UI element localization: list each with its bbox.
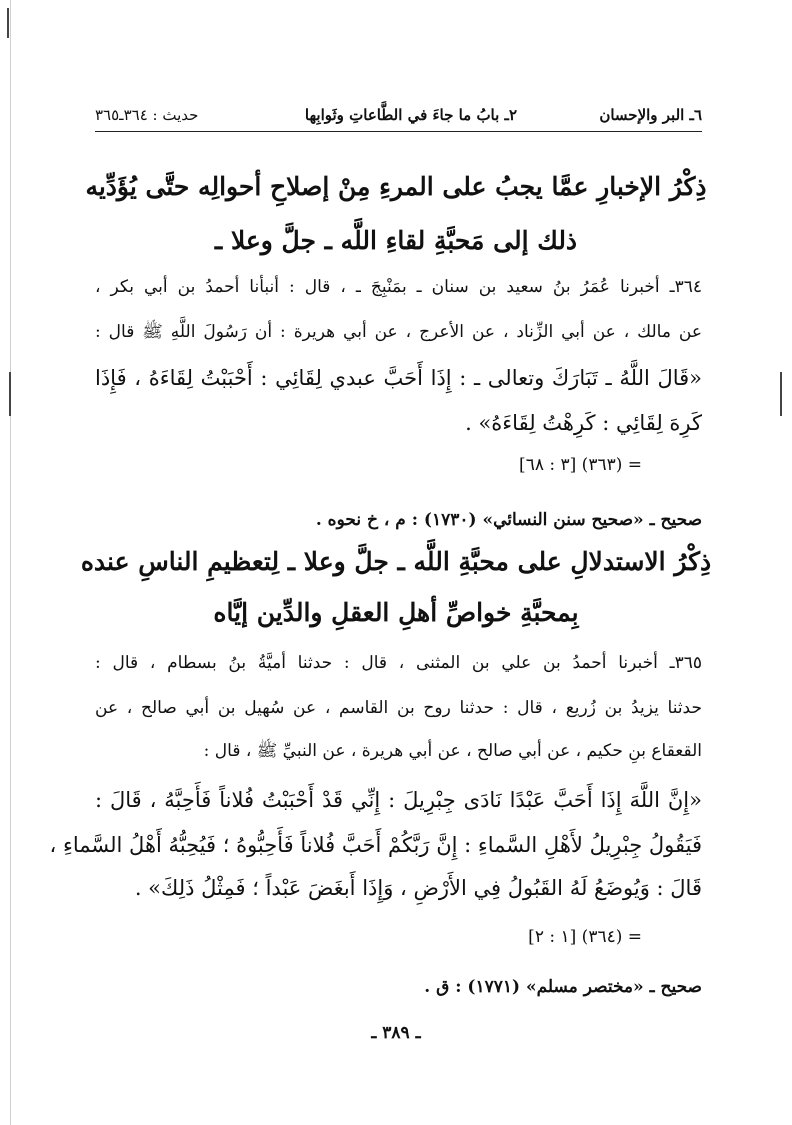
scan-mark bbox=[7, 8, 9, 38]
matn-line: «قَالَ اللَّهُ ـ تَبَارَكَ وتعالى ـ : إِذَا أَحَبَّ عبدي لِقَائِي : أَحْبَبْتُ لِقَاءَهُ ، فَإِذَا bbox=[95, 366, 702, 390]
header-hadith-range: حديث : ٣٦٤ـ٣٦٥ bbox=[95, 106, 199, 124]
scan-edge-line bbox=[10, 0, 11, 1125]
header-section: ٢ـ بابُ ما جاءَ في الطَّاعاتِ وثَوابِها bbox=[304, 106, 517, 124]
isnad-line: القعقاع بنِ حكيم ، عن أبي صالح ، عن أبي هريرة ، عن النبيِّ ﷺ ، قال : bbox=[203, 741, 702, 761]
hadith-reference: = (٣٦٤) [١ : ٢] bbox=[528, 927, 642, 947]
header-chapter: ٦ـ البر والإحسان bbox=[599, 106, 702, 124]
section-title-line: ذلك إلى مَحبَّةِ لقاءِ اللَّه ـ جلَّ وعلا ـ bbox=[214, 226, 578, 255]
hadith-grading: صحيح ـ «مختصر مسلم» (١٧٧١) : ق . bbox=[424, 977, 702, 997]
section-title-line: بِمحبَّةِ خواصِّ أهلِ العقلِ والدِّين إيَّاه bbox=[213, 598, 579, 627]
running-header bbox=[95, 100, 702, 130]
header-divider bbox=[95, 131, 702, 132]
isnad-line: ٣٦٥ـ أخبرنا أحمدُ بن علي بن المثنى ، قال : حدثنا أميَّةُ بنُ بسطام ، قال : bbox=[95, 653, 702, 673]
isnad-line: حدثنا يزيدُ بن زُريع ، قال : حدثنا روح بن القاسم ، عن سُهيل بن أبي صالح ، عن bbox=[95, 698, 702, 718]
isnad-line: عن مالك ، عن أبي الزِّناد ، عن الأعرج ، عن أبي هريرة : أن رَسُولَ اللَّهِ ﷺ قال : bbox=[95, 322, 702, 342]
matn-line: «إِنَّ اللَّهَ إِذَا أَحَبَّ عَبْدًا نَادَى جِبْرِيلَ : إِنِّي قَدْ أَحْبَبْتُ فُلاناً فَأَحِبَّهُ ، قَالَ : bbox=[95, 788, 702, 812]
hadith-grading: صحيح ـ «صحيح سنن النسائي» (١٧٣٠) : م ، خ نحوه . bbox=[315, 510, 702, 530]
section-title-line: ذِكْرُ الإخبارِ عمَّا يجبُ على المرءِ مِنْ إصلاحِ أحوالِه حتَّى يُؤَدِّيه bbox=[85, 172, 707, 201]
matn-line: كَرِهَ لِقَائِي : كَرِهْتُ لِقَاءَهُ» . bbox=[465, 411, 702, 435]
scan-mark bbox=[9, 372, 11, 416]
section-title-line: ذِكْرُ الاستدلالِ على محبَّةِ اللَّه ـ جلَّ وعلا ـ لِتعظيمِ الناسِ عنده bbox=[80, 547, 712, 576]
hadith-reference: = (٣٦٣) [٣ : ٦٨] bbox=[519, 455, 642, 475]
matn-line: قَالَ : وَيُوضَعُ لَهُ القَبُولُ فِي الأَرْضِ ، وَإِذَا أَبغَضَ عَبْداً ؛ فَمِثْلُ ذَلِكَ» . bbox=[134, 876, 702, 900]
page-number: ـ ٣٨٩ ـ bbox=[371, 1023, 421, 1043]
isnad-line: ٣٦٤ـ أخبرنا عُمَرُ بنُ سعيد بن سنان ـ بمَنْبِجَ ـ ، قال : أنبأنا أحمدُ بن أبي بكر ، bbox=[95, 277, 702, 297]
scan-mark bbox=[780, 372, 782, 416]
matn-line: فَيَقُولُ جِبْرِيلُ لأَهْلِ السَّماءِ : إِنَّ رَبَّكُمْ أَحَبَّ فُلاناً فَأَحِبُّوهُ ؛ فَيُحِبُّهُ أَهْلُ السَّماءِ ، bbox=[49, 833, 702, 857]
